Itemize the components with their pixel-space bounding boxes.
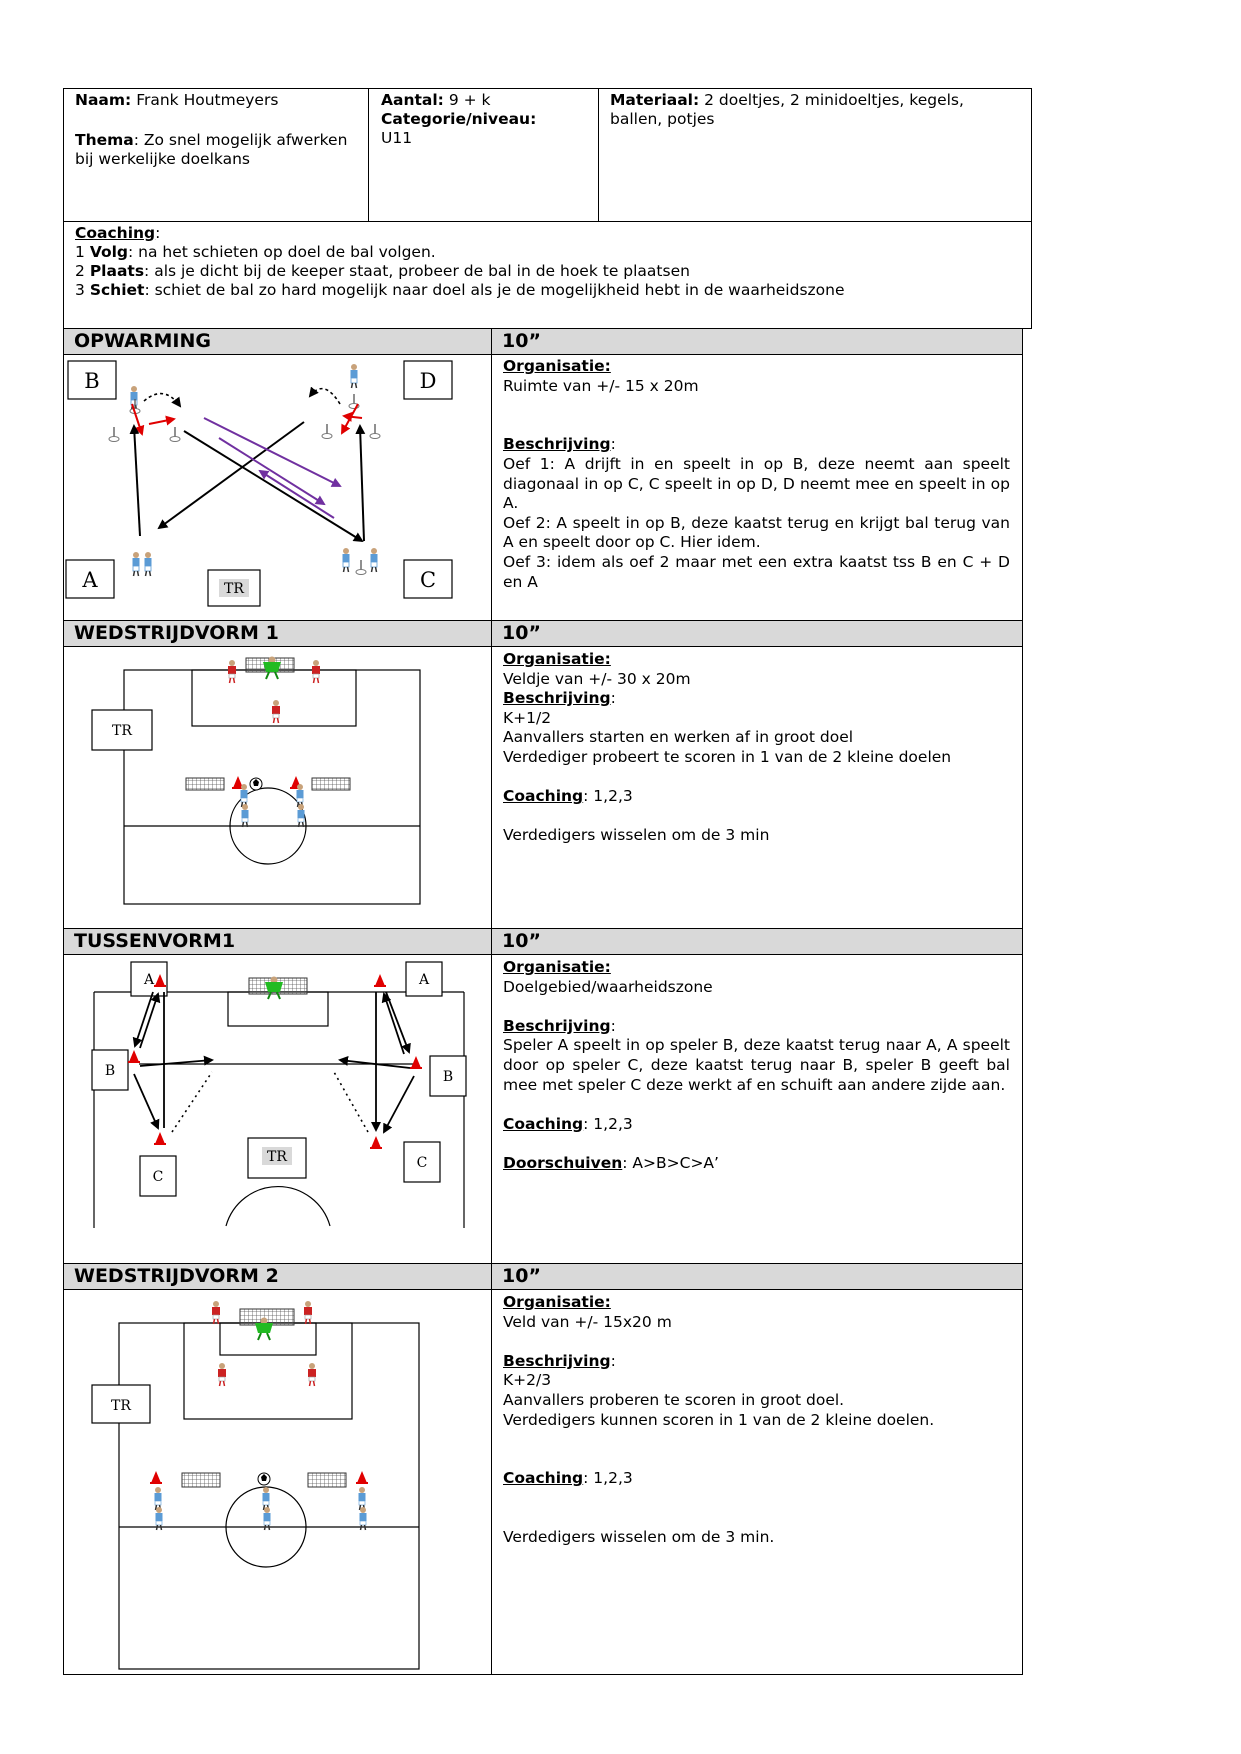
tussenvorm1-description: Organisatie: Doelgebied/waarheidszone Beschrijving: Speler A speelt in op speler B, deze kaatst terug naar A, A speelt door op speler C, deze kaatst terug naar B, speler B geeft bal mee met speler C deze werkt af en schuift aan andere zijde aan. Coaching: 1,2,3 Doorschuiven: A>B>C>A’	[503, 958, 1010, 1172]
info-divider-1	[368, 88, 369, 222]
label-b-right: B	[442, 1069, 454, 1085]
mini-goal	[312, 778, 350, 790]
pass-arrow	[149, 419, 174, 424]
pass-arrow	[384, 1076, 414, 1132]
thema-field: Thema: Zo snel mogelijk afwerken bij werkelijke doelkans	[75, 131, 348, 168]
coaching-content: Coaching: 1 Volg: na het schieten op doel de bal volgen. 2 Plaats: als je dicht bij de keeper staat, probeer de bal in de hoek te plaatsen 3 Schiet: schiet de bal zo hard mogelijk naar doel als je de mogelijkheid hebt in de waarheidszone	[75, 224, 845, 299]
pass-arrow	[344, 416, 362, 418]
section-header-wedstrijdvorm2: WEDSTRIJDVORM 2	[63, 1263, 492, 1290]
pass-arrow	[184, 431, 362, 541]
label-a-left: A	[143, 972, 155, 988]
player	[133, 552, 140, 576]
opwarming-description: Organisatie: Ruimte van +/- 15 x 20m Beschrijving: Oef 1: A drijft in en speelt in op B, deze neemt aan speelt diagonaal in op C, C speelt in op D, D neemt mee en speelt in op A. Oef 2: A speelt in op B, deze kaatst terug en krijgt bal terug van A en speelt door op C. Hier idem. Oef 3: idem als oef 2 maar met een extra kaatst tss B en C + D en A	[503, 357, 1010, 591]
pass-arrow	[134, 1074, 158, 1128]
pass-arrow	[334, 1072, 368, 1132]
pass-arrow	[204, 418, 340, 486]
goal-area	[228, 992, 328, 1026]
penalty-arc	[226, 1187, 330, 1226]
pitch	[124, 670, 420, 904]
section-duration-wedstrijdvorm1: 10”	[491, 620, 1023, 647]
materiaal-field: Materiaal: 2 doeltjes, 2 minidoeltjes, kegels, ballen, potjes	[610, 91, 964, 128]
trainer-label: TR	[267, 1149, 287, 1165]
pass-arrow	[360, 426, 364, 541]
player-red	[304, 1301, 312, 1324]
section-header-opwarming: OPWARMING	[63, 328, 492, 355]
mini-goal	[182, 1473, 220, 1487]
cone	[370, 1136, 382, 1149]
pass-arrow	[342, 404, 358, 433]
wedstrijdvorm2-description: Organisatie: Veld van +/- 15x20 m Beschrijving: K+2/3 Aanvallers proberen te scoren in groot doel. Verdedigers kunnen scoren in 1 van de 2 kleine doelen. Coaching: 1,2,3 Verdedigers wisselen om de 3 min.	[503, 1293, 935, 1547]
player	[131, 386, 138, 410]
label-d: D	[419, 369, 437, 393]
player	[145, 552, 152, 576]
trainer-label: TR	[111, 1398, 131, 1414]
pass-arrow	[386, 992, 409, 1052]
pole	[170, 427, 180, 442]
aantal-field: Aantal: 9 + k Categorie/niveau: U11	[381, 91, 537, 147]
pass-arrow	[384, 994, 404, 1054]
dribble-arrow	[310, 389, 340, 404]
section-duration-tussenvorm1: 10”	[491, 928, 1023, 955]
tussenvorm1-diagram	[64, 956, 490, 1262]
label-a-right: A	[418, 972, 430, 988]
player	[351, 364, 358, 388]
section-header-wedstrijdvorm1: WEDSTRIJDVORM 1	[63, 620, 492, 647]
label-a: A	[82, 568, 98, 592]
pass-arrow	[172, 1072, 212, 1132]
mini-goal	[186, 778, 224, 790]
section-header-tussenvorm1: TUSSENVORM1	[63, 928, 492, 955]
trainer-label: TR	[112, 723, 132, 739]
pass-arrow	[134, 426, 140, 536]
player-red	[212, 1301, 220, 1324]
opwarming-diagram	[64, 356, 490, 618]
main-grid-divider	[491, 328, 492, 1675]
cone	[128, 1050, 140, 1063]
pole	[356, 560, 366, 575]
cone	[154, 1132, 166, 1145]
player	[343, 548, 350, 572]
trainer-label: TR	[224, 581, 244, 597]
naam-field: Naam: Frank Houtmeyers	[75, 91, 279, 109]
info-divider-2	[598, 88, 599, 222]
pole	[322, 424, 332, 439]
label-b-left: B	[104, 1063, 116, 1079]
cone	[374, 974, 386, 987]
wedstrijdvorm1-description: Organisatie: Veldje van +/- 30 x 20m Beschrijving: K+1/2 Aanvallers starten en werken af in groot doel Verdediger probeert te scoren in 1 van de 2 kleine doelen Coaching: 1,2,3 Verdedigers wisselen om de 3 min	[503, 650, 952, 845]
section-duration-opwarming: 10”	[491, 328, 1023, 355]
mini-goal	[308, 1473, 346, 1487]
label-c-right: C	[416, 1155, 428, 1171]
player	[371, 548, 378, 572]
wedstrijdvorm2-diagram	[64, 1291, 490, 1673]
pass-arrow	[140, 1060, 212, 1066]
pole	[109, 427, 119, 442]
wedstrijdvorm1-diagram	[64, 648, 490, 926]
pole	[370, 424, 380, 439]
section-duration-wedstrijdvorm2: 10”	[491, 1263, 1023, 1290]
label-c-left: C	[152, 1169, 164, 1185]
label-b: B	[84, 369, 100, 393]
cone	[410, 1056, 422, 1069]
pass-arrow	[159, 422, 304, 528]
dribble-arrow	[144, 394, 180, 406]
label-c: C	[419, 568, 437, 592]
